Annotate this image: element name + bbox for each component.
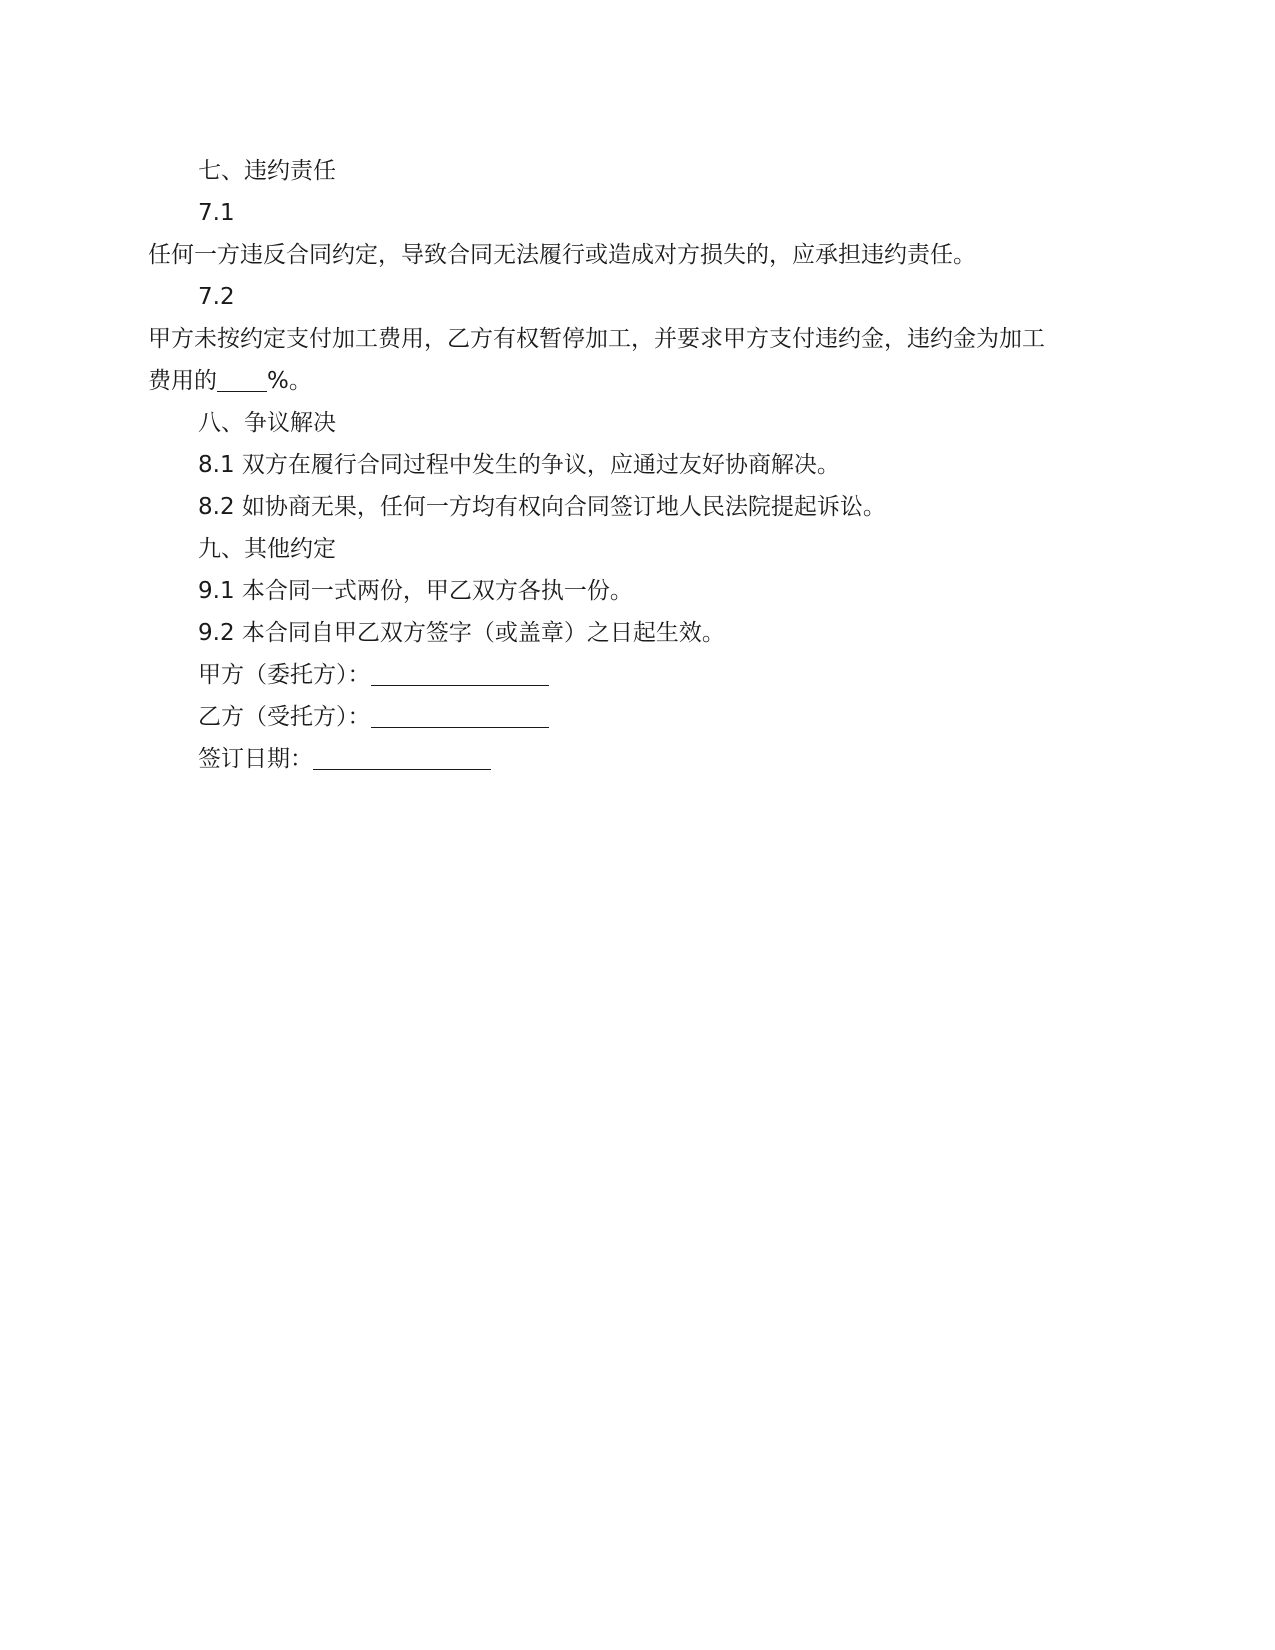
- party-a-signature-line: [148, 654, 1138, 696]
- section-9-heading: 九、其他约定: [198, 536, 336, 562]
- party-a-blank: [371, 659, 549, 686]
- section-7-heading: 七、违约责任: [198, 158, 336, 184]
- clause-9-1: 9.1 本合同一式两份，甲乙双方各执一份。: [198, 578, 633, 604]
- party-b-blank: [371, 701, 549, 728]
- penalty-percent-blank: [217, 365, 267, 392]
- sign-date-label: 签订日期：: [198, 746, 313, 772]
- sign-date-line: [148, 738, 1138, 780]
- clause-8-2: 8.2 如协商无果，任何一方均有权向合同签订地人民法院提起诉讼。: [198, 494, 886, 520]
- section-8-heading: 八、争议解决: [198, 410, 336, 436]
- party-b-signature-line: [148, 696, 1138, 738]
- document-page: [148, 150, 1138, 780]
- clause-7-1-number: 7.1: [198, 200, 235, 226]
- clause-7-2-text-before-blank: 费用的: [148, 368, 217, 394]
- party-a-label: 甲方（委托方）：: [198, 662, 371, 688]
- clause-7-2-text-after-blank: %。: [267, 368, 312, 394]
- party-b-label: 乙方（受托方）：: [198, 704, 371, 730]
- clause-7-2-text-line2: [148, 360, 1138, 402]
- sign-date-blank: [313, 743, 491, 770]
- clause-7-2-text-line1: 甲方未按约定支付加工费用，乙方有权暂停加工，并要求甲方支付违约金，违约金为加工: [148, 326, 1045, 352]
- clause-7-2-number: 7.2: [198, 284, 235, 310]
- clause-8-1: 8.1 双方在履行合同过程中发生的争议，应通过友好协商解决。: [198, 452, 840, 478]
- clause-7-1-text: 任何一方违反合同约定，导致合同无法履行或造成对方损失的，应承担违约责任。: [148, 242, 976, 268]
- clause-9-2: 9.2 本合同自甲乙双方签字（或盖章）之日起生效。: [198, 620, 725, 646]
